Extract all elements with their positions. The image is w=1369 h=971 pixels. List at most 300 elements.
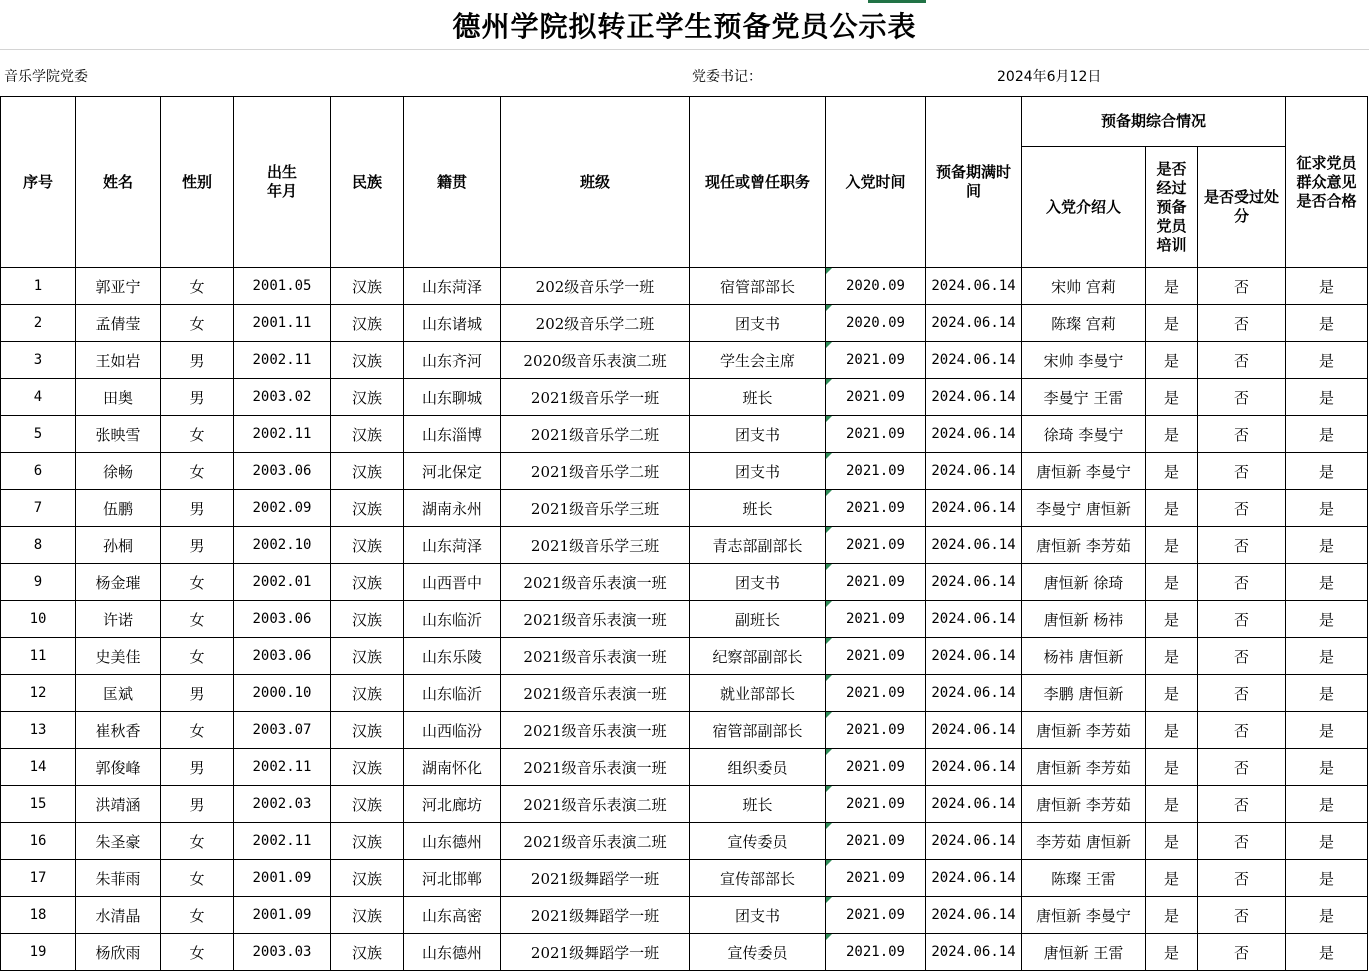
cell-position[interactable]: 班长	[690, 379, 826, 416]
cell-name[interactable]: 杨欣雨	[76, 934, 161, 971]
cell-seq[interactable]: 18	[1, 897, 76, 934]
cell-origin[interactable]: 河北保定	[404, 453, 501, 490]
cell-position[interactable]: 班长	[690, 490, 826, 527]
cell-opinion[interactable]: 是	[1286, 379, 1368, 416]
cell-trained[interactable]: 是	[1146, 379, 1198, 416]
cell-origin[interactable]: 山东德州	[404, 823, 501, 860]
cell-gender[interactable]: 男	[161, 749, 234, 786]
cell-position[interactable]: 学生会主席	[690, 342, 826, 379]
cell-origin[interactable]: 湖南永州	[404, 490, 501, 527]
cell-join-date[interactable]: 2021.09	[826, 749, 926, 786]
cell-opinion[interactable]: 是	[1286, 860, 1368, 897]
cell-gender[interactable]: 女	[161, 453, 234, 490]
cell-birth[interactable]: 2002.10	[234, 527, 331, 564]
cell-class[interactable]: 2021级音乐表演二班	[501, 786, 690, 823]
cell-trained[interactable]: 是	[1146, 638, 1198, 675]
cell-opinion[interactable]: 是	[1286, 490, 1368, 527]
cell-join-date[interactable]: 2021.09	[826, 453, 926, 490]
cell-probation-end[interactable]: 2024.06.14	[926, 268, 1022, 305]
cell-punished[interactable]: 否	[1198, 490, 1286, 527]
cell-seq[interactable]: 2	[1, 305, 76, 342]
cell-probation-end[interactable]: 2024.06.14	[926, 934, 1022, 971]
table-row	[1, 342, 1368, 379]
cell-gender[interactable]: 女	[161, 860, 234, 897]
cell-name[interactable]: 孙桐	[76, 527, 161, 564]
cell-punished[interactable]: 否	[1198, 675, 1286, 712]
cell-ethnicity[interactable]: 汉族	[331, 342, 404, 379]
cell-trained[interactable]: 是	[1146, 564, 1198, 601]
cell-trained[interactable]: 是	[1146, 675, 1198, 712]
cell-probation-end[interactable]: 2024.06.14	[926, 860, 1022, 897]
cell-punished[interactable]: 否	[1198, 601, 1286, 638]
cell-class[interactable]: 202级音乐学一班	[501, 268, 690, 305]
cell-class[interactable]: 2021级音乐学二班	[501, 416, 690, 453]
cell-birth[interactable]: 2003.06	[234, 453, 331, 490]
meta-row[interactable]	[0, 50, 1369, 96]
cell-join-date[interactable]: 2021.09	[826, 860, 926, 897]
cell-trained[interactable]: 是	[1146, 453, 1198, 490]
cell-ethnicity[interactable]: 汉族	[331, 675, 404, 712]
cell-birth[interactable]: 2001.09	[234, 860, 331, 897]
cell-position[interactable]: 宿管部部长	[690, 268, 826, 305]
cell-seq[interactable]: 3	[1, 342, 76, 379]
cell-trained[interactable]: 是	[1146, 749, 1198, 786]
cell-origin[interactable]: 山东齐河	[404, 342, 501, 379]
cell-class[interactable]: 2021级舞蹈学一班	[501, 860, 690, 897]
cell-ethnicity[interactable]: 汉族	[331, 860, 404, 897]
cell-probation-end[interactable]: 2024.06.14	[926, 453, 1022, 490]
cell-name[interactable]: 郭俊峰	[76, 749, 161, 786]
cell-name[interactable]: 徐畅	[76, 453, 161, 490]
cell-gender[interactable]: 女	[161, 934, 234, 971]
cell-origin[interactable]: 山西晋中	[404, 564, 501, 601]
header-seq[interactable]: 序号	[1, 97, 76, 268]
cell-origin[interactable]: 山东临沂	[404, 601, 501, 638]
cell-gender[interactable]: 女	[161, 897, 234, 934]
cell-introducer[interactable]: 唐恒新 李芳茹	[1022, 712, 1146, 749]
cell-join-date[interactable]: 2021.09	[826, 342, 926, 379]
cell-seq[interactable]: 17	[1, 860, 76, 897]
cell-birth[interactable]: 2000.10	[234, 675, 331, 712]
header-probation-group[interactable]: 预备期综合情况	[1022, 97, 1286, 147]
cell-introducer[interactable]: 唐恒新 李曼宁	[1022, 453, 1146, 490]
cell-ethnicity[interactable]: 汉族	[331, 712, 404, 749]
cell-class[interactable]: 2021级音乐学一班	[501, 379, 690, 416]
cell-join-date[interactable]: 2021.09	[826, 379, 926, 416]
cell-trained[interactable]: 是	[1146, 712, 1198, 749]
cell-position[interactable]: 纪察部副部长	[690, 638, 826, 675]
cell-class[interactable]: 2021级音乐表演一班	[501, 638, 690, 675]
cell-name[interactable]: 崔秋香	[76, 712, 161, 749]
cell-ethnicity[interactable]: 汉族	[331, 379, 404, 416]
cell-gender[interactable]: 女	[161, 416, 234, 453]
cell-class[interactable]: 2021级音乐表演一班	[501, 749, 690, 786]
cell-birth[interactable]: 2001.05	[234, 268, 331, 305]
cell-join-date[interactable]: 2021.09	[826, 527, 926, 564]
cell-punished[interactable]: 否	[1198, 749, 1286, 786]
cell-birth[interactable]: 2001.11	[234, 305, 331, 342]
cell-ethnicity[interactable]: 汉族	[331, 823, 404, 860]
table-row	[1, 453, 1368, 490]
cell-origin[interactable]: 河北邯郸	[404, 860, 501, 897]
cell-birth[interactable]: 2003.06	[234, 601, 331, 638]
cell-opinion[interactable]: 是	[1286, 453, 1368, 490]
cell-seq[interactable]: 7	[1, 490, 76, 527]
cell-gender[interactable]: 女	[161, 823, 234, 860]
cell-seq[interactable]: 16	[1, 823, 76, 860]
cell-introducer[interactable]: 唐恒新 李芳茹	[1022, 527, 1146, 564]
cell-name[interactable]: 张映雪	[76, 416, 161, 453]
cell-name[interactable]: 史美佳	[76, 638, 161, 675]
cell-birth[interactable]: 2002.01	[234, 564, 331, 601]
cell-introducer[interactable]: 唐恒新 杨祎	[1022, 601, 1146, 638]
cell-trained[interactable]: 是	[1146, 527, 1198, 564]
cell-gender[interactable]: 女	[161, 268, 234, 305]
cell-probation-end[interactable]: 2024.06.14	[926, 675, 1022, 712]
cell-trained[interactable]: 是	[1146, 897, 1198, 934]
member-table	[0, 96, 1368, 971]
cell-seq[interactable]: 4	[1, 379, 76, 416]
cell-seq[interactable]: 5	[1, 416, 76, 453]
cell-ethnicity[interactable]: 汉族	[331, 453, 404, 490]
cell-trained[interactable]: 是	[1146, 305, 1198, 342]
header-class[interactable]: 班级	[501, 97, 690, 268]
cell-birth[interactable]: 2003.07	[234, 712, 331, 749]
cell-punished[interactable]: 否	[1198, 823, 1286, 860]
cell-trained[interactable]: 是	[1146, 490, 1198, 527]
cell-birth[interactable]: 2003.02	[234, 379, 331, 416]
table-row	[1, 527, 1368, 564]
cell-probation-end[interactable]: 2024.06.14	[926, 490, 1022, 527]
cell-birth[interactable]: 2002.11	[234, 416, 331, 453]
cell-gender[interactable]: 男	[161, 342, 234, 379]
cell-punished[interactable]: 否	[1198, 897, 1286, 934]
cell-seq[interactable]: 8	[1, 527, 76, 564]
cell-seq[interactable]: 14	[1, 749, 76, 786]
cell-join-date[interactable]: 2021.09	[826, 712, 926, 749]
cell-punished[interactable]: 否	[1198, 564, 1286, 601]
table-row	[1, 305, 1368, 342]
cell-class[interactable]: 2021级音乐表演一班	[501, 675, 690, 712]
cell-gender[interactable]: 女	[161, 601, 234, 638]
cell-probation-end[interactable]: 2024.06.14	[926, 786, 1022, 823]
cell-position[interactable]: 组织委员	[690, 749, 826, 786]
cell-ethnicity[interactable]: 汉族	[331, 601, 404, 638]
cell-introducer[interactable]: 李曼宁 王雷	[1022, 379, 1146, 416]
header-birth-text: 出生年月	[266, 163, 297, 200]
header-origin[interactable]: 籍贯	[404, 97, 501, 268]
table-row	[1, 675, 1368, 712]
cell-name[interactable]: 水清晶	[76, 897, 161, 934]
cell-name[interactable]: 王如岩	[76, 342, 161, 379]
cell-punished[interactable]: 否	[1198, 712, 1286, 749]
cell-probation-end[interactable]: 2024.06.14	[926, 712, 1022, 749]
cell-class[interactable]: 2021级音乐表演二班	[501, 823, 690, 860]
cell-punished[interactable]: 否	[1198, 305, 1286, 342]
cell-ethnicity[interactable]: 汉族	[331, 564, 404, 601]
header-join-date[interactable]: 入党时间	[826, 97, 926, 268]
cell-gender[interactable]: 男	[161, 379, 234, 416]
cell-join-date[interactable]: 2021.09	[826, 416, 926, 453]
cell-join-date[interactable]: 2021.09	[826, 490, 926, 527]
table-row	[1, 379, 1368, 416]
cell-punished[interactable]: 否	[1198, 786, 1286, 823]
cell-probation-end[interactable]: 2024.06.14	[926, 601, 1022, 638]
cell-punished[interactable]: 否	[1198, 934, 1286, 971]
cell-introducer[interactable]: 唐恒新 李曼宁	[1022, 897, 1146, 934]
cell-class[interactable]: 2021级音乐学二班	[501, 453, 690, 490]
cell-trained[interactable]: 是	[1146, 416, 1198, 453]
cell-seq[interactable]: 10	[1, 601, 76, 638]
cell-position[interactable]: 就业部部长	[690, 675, 826, 712]
cell-introducer[interactable]: 唐恒新 李芳茹	[1022, 749, 1146, 786]
cell-origin[interactable]: 山西临汾	[404, 712, 501, 749]
cell-name[interactable]: 朱圣豪	[76, 823, 161, 860]
cell-gender[interactable]: 女	[161, 638, 234, 675]
cell-position[interactable]: 团支书	[690, 564, 826, 601]
cell-birth[interactable]: 2002.11	[234, 342, 331, 379]
cell-probation-end[interactable]: 2024.06.14	[926, 305, 1022, 342]
cell-opinion[interactable]: 是	[1286, 342, 1368, 379]
cell-join-date[interactable]: 2021.09	[826, 601, 926, 638]
cell-gender[interactable]: 男	[161, 490, 234, 527]
cell-birth[interactable]: 2001.09	[234, 897, 331, 934]
cell-name[interactable]: 朱菲雨	[76, 860, 161, 897]
cell-probation-end[interactable]: 2024.06.14	[926, 823, 1022, 860]
cell-seq[interactable]: 9	[1, 564, 76, 601]
cell-opinion[interactable]: 是	[1286, 268, 1368, 305]
cell-class[interactable]: 2020级音乐表演二班	[501, 342, 690, 379]
cell-trained[interactable]: 是	[1146, 342, 1198, 379]
table-row	[1, 786, 1368, 823]
table-row	[1, 823, 1368, 860]
cell-opinion[interactable]: 是	[1286, 897, 1368, 934]
cell-gender[interactable]: 女	[161, 564, 234, 601]
cell-origin[interactable]: 山东菏泽	[404, 268, 501, 305]
cell-class[interactable]: 202级音乐学二班	[501, 305, 690, 342]
cell-class[interactable]: 2021级舞蹈学一班	[501, 934, 690, 971]
cell-position[interactable]: 青志部副部长	[690, 527, 826, 564]
cell-join-date[interactable]: 2021.09	[826, 934, 926, 971]
cell-probation-end[interactable]: 2024.06.14	[926, 527, 1022, 564]
cell-opinion[interactable]: 是	[1286, 601, 1368, 638]
cell-opinion[interactable]: 是	[1286, 305, 1368, 342]
cell-introducer[interactable]: 李芳茹 唐恒新	[1022, 823, 1146, 860]
cell-introducer[interactable]: 陈璨 王雷	[1022, 860, 1146, 897]
cell-seq[interactable]: 12	[1, 675, 76, 712]
cell-punished[interactable]: 否	[1198, 268, 1286, 305]
cell-class[interactable]: 2021级音乐学三班	[501, 490, 690, 527]
cell-seq[interactable]: 6	[1, 453, 76, 490]
cell-name[interactable]: 许诺	[76, 601, 161, 638]
cell-seq[interactable]: 15	[1, 786, 76, 823]
cell-origin[interactable]: 湖南怀化	[404, 749, 501, 786]
cell-punished[interactable]: 否	[1198, 342, 1286, 379]
cell-join-date[interactable]: 2021.09	[826, 564, 926, 601]
cell-origin[interactable]: 山东高密	[404, 897, 501, 934]
cell-name[interactable]: 伍鹏	[76, 490, 161, 527]
cell-gender[interactable]: 男	[161, 527, 234, 564]
cell-punished[interactable]: 否	[1198, 416, 1286, 453]
cell-position[interactable]: 宣传委员	[690, 934, 826, 971]
cell-position[interactable]: 班长	[690, 786, 826, 823]
cell-ethnicity[interactable]: 汉族	[331, 749, 404, 786]
header-trained[interactable]	[1146, 147, 1198, 268]
header-name[interactable]: 姓名	[76, 97, 161, 268]
cell-opinion[interactable]: 是	[1286, 527, 1368, 564]
cell-introducer[interactable]: 李曼宁 唐恒新	[1022, 490, 1146, 527]
cell-opinion[interactable]: 是	[1286, 712, 1368, 749]
cell-position[interactable]: 宿管部副部长	[690, 712, 826, 749]
cell-position[interactable]: 宣传部部长	[690, 860, 826, 897]
cell-position[interactable]: 团支书	[690, 416, 826, 453]
cell-class[interactable]: 2021级音乐表演一班	[501, 712, 690, 749]
cell-gender[interactable]: 男	[161, 786, 234, 823]
header-introducer[interactable]: 入党介绍人	[1022, 147, 1146, 268]
cell-introducer[interactable]: 唐恒新 王雷	[1022, 934, 1146, 971]
cell-birth[interactable]: 2002.03	[234, 786, 331, 823]
header-gender[interactable]: 性别	[161, 97, 234, 268]
cell-gender[interactable]: 男	[161, 675, 234, 712]
cell-introducer[interactable]: 杨祎 唐恒新	[1022, 638, 1146, 675]
cell-gender[interactable]: 女	[161, 712, 234, 749]
cell-birth[interactable]: 2003.03	[234, 934, 331, 971]
cell-name[interactable]: 洪靖涵	[76, 786, 161, 823]
cell-introducer[interactable]: 李鹏 唐恒新	[1022, 675, 1146, 712]
cell-ethnicity[interactable]: 汉族	[331, 268, 404, 305]
cell-opinion[interactable]: 是	[1286, 416, 1368, 453]
cell-position[interactable]: 团支书	[690, 453, 826, 490]
cell-join-date[interactable]: 2021.09	[826, 897, 926, 934]
cell-name[interactable]: 杨金璀	[76, 564, 161, 601]
cell-trained[interactable]: 是	[1146, 268, 1198, 305]
cell-ethnicity[interactable]: 汉族	[331, 638, 404, 675]
cell-name[interactable]: 郭亚宁	[76, 268, 161, 305]
cell-opinion[interactable]: 是	[1286, 638, 1368, 675]
cell-seq[interactable]: 19	[1, 934, 76, 971]
cell-ethnicity[interactable]: 汉族	[331, 490, 404, 527]
cell-probation-end[interactable]: 2024.06.14	[926, 416, 1022, 453]
cell-position[interactable]: 团支书	[690, 897, 826, 934]
cell-name[interactable]: 匡斌	[76, 675, 161, 712]
header-ethnicity[interactable]: 民族	[331, 97, 404, 268]
cell-opinion[interactable]: 是	[1286, 564, 1368, 601]
cell-ethnicity[interactable]: 汉族	[331, 934, 404, 971]
table-row	[1, 564, 1368, 601]
cell-origin[interactable]: 山东德州	[404, 934, 501, 971]
title-row[interactable]	[0, 0, 1369, 50]
cell-probation-end[interactable]: 2024.06.14	[926, 897, 1022, 934]
table-row	[1, 490, 1368, 527]
cell-opinion[interactable]: 是	[1286, 675, 1368, 712]
cell-punished[interactable]: 否	[1198, 379, 1286, 416]
cell-origin[interactable]: 河北廊坊	[404, 786, 501, 823]
cell-trained[interactable]: 是	[1146, 860, 1198, 897]
cell-probation-end[interactable]: 2024.06.14	[926, 342, 1022, 379]
cell-seq[interactable]: 13	[1, 712, 76, 749]
header-punished-text: 是否受过处分	[1203, 188, 1279, 225]
cell-birth[interactable]: 2003.06	[234, 638, 331, 675]
cell-ethnicity[interactable]: 汉族	[331, 527, 404, 564]
cell-seq[interactable]: 11	[1, 638, 76, 675]
cell-origin[interactable]: 山东临沂	[404, 675, 501, 712]
cell-introducer[interactable]: 唐恒新 徐琦	[1022, 564, 1146, 601]
cell-origin[interactable]: 山东淄博	[404, 416, 501, 453]
cell-name[interactable]: 孟倩莹	[76, 305, 161, 342]
cell-trained[interactable]: 是	[1146, 934, 1198, 971]
cell-position[interactable]: 团支书	[690, 305, 826, 342]
cell-punished[interactable]: 否	[1198, 860, 1286, 897]
cell-opinion[interactable]: 是	[1286, 934, 1368, 971]
cell-probation-end[interactable]: 2024.06.14	[926, 379, 1022, 416]
cell-class[interactable]: 2021级舞蹈学一班	[501, 897, 690, 934]
header-position[interactable]: 现任或曾任职务	[690, 97, 826, 268]
cell-position[interactable]: 副班长	[690, 601, 826, 638]
header-birth[interactable]	[234, 97, 331, 268]
cell-punished[interactable]: 否	[1198, 527, 1286, 564]
cell-seq[interactable]: 1	[1, 268, 76, 305]
cell-probation-end[interactable]: 2024.06.14	[926, 749, 1022, 786]
cell-birth[interactable]: 2002.09	[234, 490, 331, 527]
cell-join-date[interactable]: 2020.09	[826, 268, 926, 305]
cell-probation-end[interactable]: 2024.06.14	[926, 564, 1022, 601]
cell-class[interactable]: 2021级音乐学三班	[501, 527, 690, 564]
table-header	[1, 97, 1368, 268]
table-row	[1, 601, 1368, 638]
cell-ethnicity[interactable]: 汉族	[331, 786, 404, 823]
cell-position[interactable]: 宣传委员	[690, 823, 826, 860]
cell-origin[interactable]: 山东聊城	[404, 379, 501, 416]
cell-origin[interactable]: 山东菏泽	[404, 527, 501, 564]
cell-opinion[interactable]: 是	[1286, 823, 1368, 860]
header-opinion[interactable]	[1286, 97, 1368, 268]
header-probation-end[interactable]	[926, 97, 1022, 268]
cell-ethnicity[interactable]: 汉族	[331, 897, 404, 934]
cell-class[interactable]: 2021级音乐表演一班	[501, 564, 690, 601]
cell-join-date[interactable]: 2021.09	[826, 823, 926, 860]
cell-birth[interactable]: 2002.11	[234, 749, 331, 786]
cell-trained[interactable]: 是	[1146, 601, 1198, 638]
header-probation-end-text: 预备期满时间	[935, 163, 1011, 200]
cell-introducer[interactable]: 宋帅 李曼宁	[1022, 342, 1146, 379]
cell-opinion[interactable]: 是	[1286, 749, 1368, 786]
cell-introducer[interactable]: 宋帅 宫莉	[1022, 268, 1146, 305]
cell-punished[interactable]: 否	[1198, 453, 1286, 490]
cell-introducer[interactable]: 徐琦 李曼宁	[1022, 416, 1146, 453]
cell-origin[interactable]: 山东乐陵	[404, 638, 501, 675]
cell-join-date[interactable]: 2020.09	[826, 305, 926, 342]
cell-introducer[interactable]: 陈璨 宫莉	[1022, 305, 1146, 342]
cell-punished[interactable]: 否	[1198, 638, 1286, 675]
header-punished[interactable]	[1198, 147, 1286, 268]
cell-opinion[interactable]: 是	[1286, 786, 1368, 823]
cell-origin[interactable]: 山东诸城	[404, 305, 501, 342]
org-name: 音乐学院党委	[4, 69, 88, 85]
cell-name[interactable]: 田奥	[76, 379, 161, 416]
cell-birth[interactable]: 2002.11	[234, 823, 331, 860]
cell-ethnicity[interactable]: 汉族	[331, 305, 404, 342]
cell-trained[interactable]: 是	[1146, 823, 1198, 860]
cell-trained[interactable]: 是	[1146, 786, 1198, 823]
cell-probation-end[interactable]: 2024.06.14	[926, 638, 1022, 675]
cell-introducer[interactable]: 唐恒新 李芳茹	[1022, 786, 1146, 823]
cell-join-date[interactable]: 2021.09	[826, 675, 926, 712]
cell-class[interactable]: 2021级音乐表演一班	[501, 601, 690, 638]
cell-ethnicity[interactable]: 汉族	[331, 416, 404, 453]
cell-join-date[interactable]: 2021.09	[826, 638, 926, 675]
cell-join-date[interactable]: 2021.09	[826, 786, 926, 823]
cell-gender[interactable]: 女	[161, 305, 234, 342]
